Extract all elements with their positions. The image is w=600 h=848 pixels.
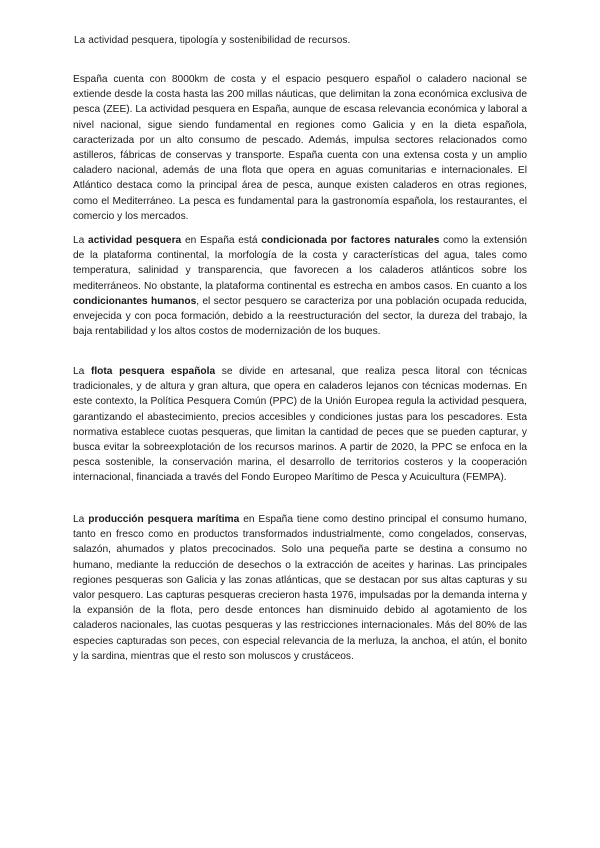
paragraph-text: en España tiene como destino principal el consumo humano, tanto en fresco como en productos transformados industrialmente, como congelados, conservas, salazón, ahumados y platos precocinados. Solo una pequeña parte se destina a consumo no humano, mediante la reducción de desechos o la extracción de aceites y harinas. Las principales regiones pesqueras son Galicia y las zonas atlánticas, que se destacan por sus altas capturas y su valor pesquero. Las capturas pesqueras crecieron hasta 1976, impulsadas por la demanda interna y la expansión de la flota, pero desde entonces han disminuido debido al agotamiento de los caladeros nacionales, las cuotas pesqueras y las restricciones internacionales. Más del 80% de las especies capturadas son peces, con especial relevancia de la merluza, la anchoa, el atún, el bonito y la sardina, mientras que el resto son moluscos y crustáceos. (73, 514, 528, 662)
paragraph-factors (73, 233, 527, 339)
paragraph-intro (73, 72, 527, 224)
bold-term: producción pesquera marítima (88, 514, 240, 525)
bold-term: condicionada por factores naturales (261, 235, 440, 246)
paragraph-text: La (73, 514, 89, 525)
paragraph-text: se divide en artesanal, que realiza pesca litoral con técnicas tradicionales, y de altura y gran altura, que opera en caladeros lejanos con técnicas modernas. En este contexto, la Política Pesquera Común (PPC) de la Unión Europea regula la actividad pesquera, garantizando el abastecimiento, precios accesibles y condiciones justas para los pescadores. Esta normativa establece cuotas pesqueras, que limitan la cantidad de peces que se pueden capturar, y busca evitar la sobreexplotación de los recursos marinos. A partir de 2020, la PPC se enfoca en la pesca sostenible, la conservación marina, el desarrollo de territorios costeros y la cooperación internacional, financiada a través del Fondo Europeo Marítimo de Pesca y Acuicultura (FEMPA). (73, 366, 528, 484)
paragraph-text: La (73, 235, 89, 246)
paragraph-text: , el sector pesquero se caracteriza por una población ocupada reducida, envejecida y con poca formación, debido a la reestructuración del sector, la dureza del trabajo, la baja rentabilidad y los altos costos de modernización de los buques. (73, 295, 527, 338)
bold-term: condicionantes humanos (73, 295, 197, 307)
paragraph-text: España cuenta con 8000km de costa y el espacio pesquero español o caladero nacional se extiende desde la costa hasta las 200 millas náuticas, que delimitan la zona económica exclusiva de pesca (ZEE). La actividad pesquera en España, aunque de escasa relevancia económica y laboral a nivel nacional, sigue siendo fundamental en regiones como Galicia y en la dieta española, caracterizada por un alto consumo de pescado. Además, impulsa sectores relacionados como astilleros, fábricas de conservas y transporte. España cuenta con una extensa costa y un amplio caladero nacional, además de una flota que opera en aguas comunitarias e internacionales. El Atlántico destaca como la principal área de pesca, aunque existen caladeros en otras regiones, como el Mediterráneo. La pesca es fundamental para la gastronomía española, los restaurantes, el comercio y los mercados. (73, 74, 527, 222)
paragraph-fleet (73, 364, 527, 486)
paragraph-production (73, 512, 527, 664)
document-title: La actividad pesquera, tipología y sostenibilidad de recursos. (74, 35, 351, 46)
paragraph-text: como la extensión de la plataforma continental, la morfología de la costa y características del agua, tales como temperatura, salinidad y transparencia, que favorecen a los caladeros atlánticos sobre los mediterráneos. No obstante, la plataforma continental es estrecha en ambos casos. En cuanto a los (73, 235, 527, 292)
bold-term: flota pesquera española (90, 366, 216, 377)
paragraph-text: La (73, 366, 91, 377)
bold-term: actividad pesquera (88, 235, 182, 246)
paragraph-text: en España está (181, 235, 262, 246)
